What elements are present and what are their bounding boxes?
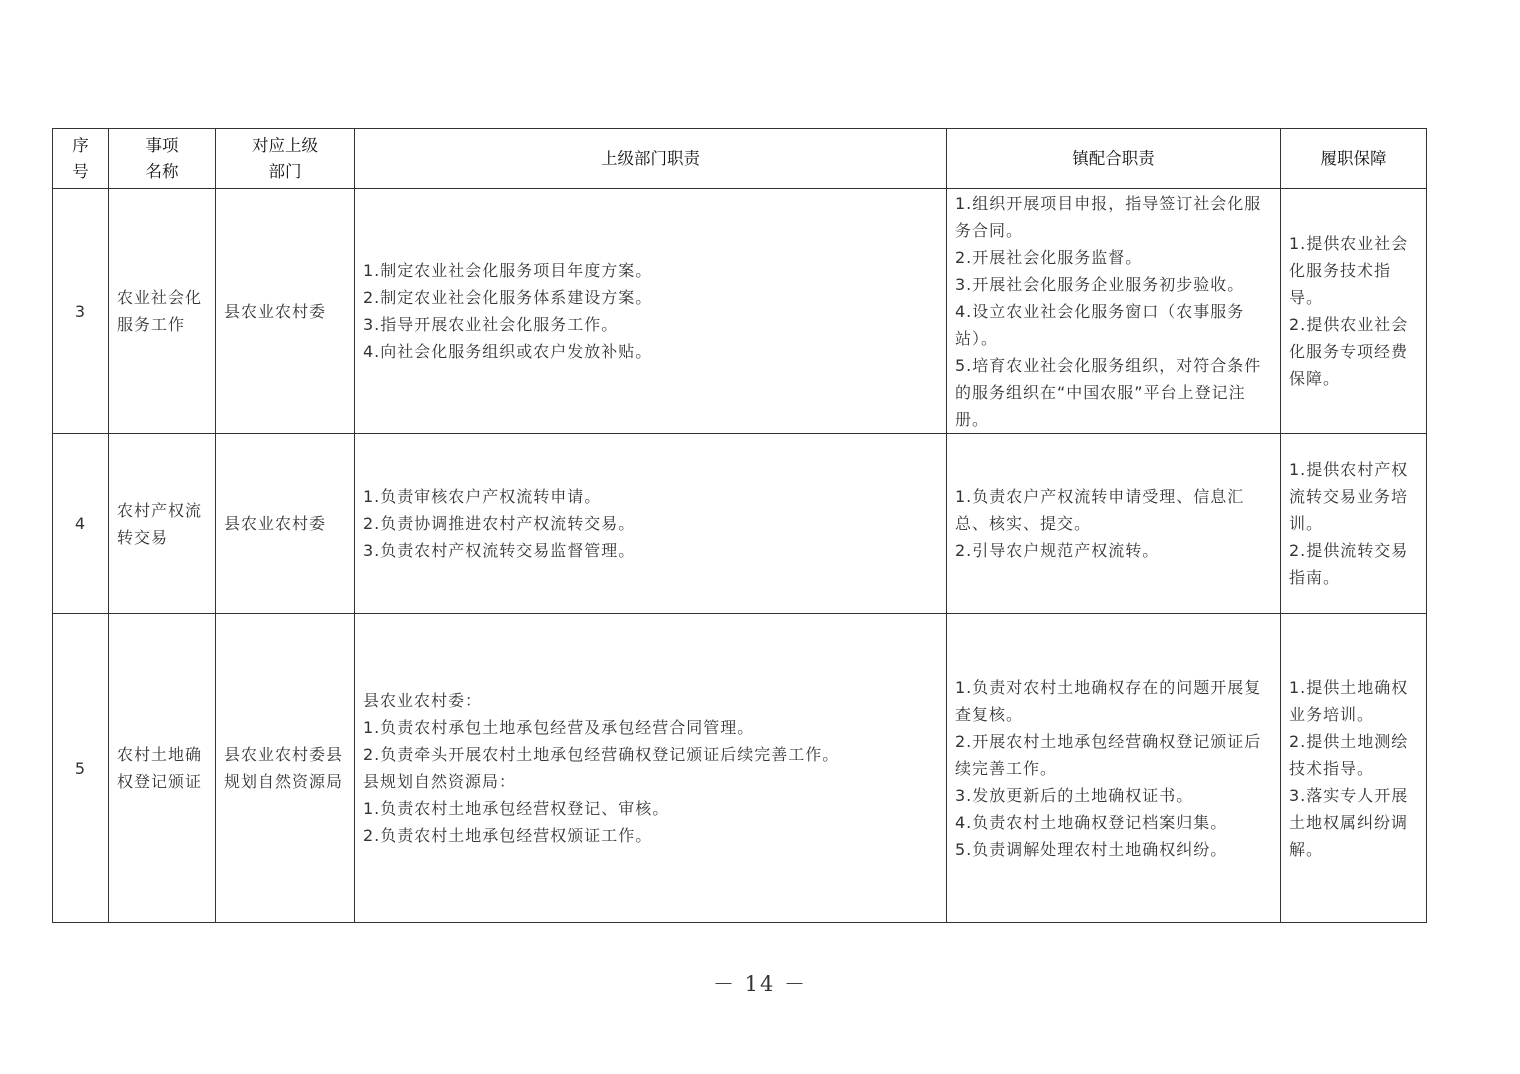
row-guarantee: 1.提供农业社会化服务技术指导。 2.提供农业社会化服务专项经费保障。	[1281, 189, 1427, 434]
row-item-name: 农业社会化服务工作	[109, 189, 216, 434]
row-serial: 5	[53, 614, 109, 923]
table-header-row	[53, 129, 1427, 189]
row-town-duties: 1.组织开展项目申报，指导签订社会化服务合同。 2.开展社会化服务监督。 3.开展社会化服务企业服务初步验收。 4.设立农业社会化服务窗口（农事服务站）。 5.培育农业社会化服务组织，对符合条件的服务组织在“中国农服”平台上登记注册。	[947, 189, 1281, 434]
row-item-name: 农村土地确权登记颁证	[109, 614, 216, 923]
row-superior-duties: 1.制定农业社会化服务项目年度方案。 2.制定农业社会化服务体系建设方案。 3.指导开展农业社会化服务工作。 4.向社会化服务组织或农户发放补贴。	[355, 189, 947, 434]
row-superior-dept: 县农业农村委县规划自然资源局	[216, 614, 355, 923]
row-guarantee: 1.提供土地确权业务培训。 2.提供土地测绘技术指导。 3.落实专人开展土地权属纠纷调解。	[1281, 614, 1427, 923]
table-row	[53, 434, 1427, 614]
header-item-name: 事项 名称	[109, 129, 216, 189]
row-superior-dept: 县农业农村委	[216, 189, 355, 434]
header-serial: 序 号	[53, 129, 109, 189]
row-serial: 3	[53, 189, 109, 434]
header-superior-dept: 对应上级 部门	[216, 129, 355, 189]
row-town-duties: 1.负责对农村土地确权存在的问题开展复查复核。 2.开展农村土地承包经营确权登记颁证后续完善工作。 3.发放更新后的土地确权证书。 4.负责农村土地确权登记档案归集。 5.负责调解处理农村土地确权纠纷。	[947, 614, 1281, 923]
row-guarantee: 1.提供农村产权流转交易业务培训。 2.提供流转交易指南。	[1281, 434, 1427, 614]
row-superior-duties: 1.负责审核农户产权流转申请。 2.负责协调推进农村产权流转交易。 3.负责农村产权流转交易监督管理。	[355, 434, 947, 614]
row-item-name: 农村产权流转交易	[109, 434, 216, 614]
header-guarantee: 履职保障	[1281, 129, 1427, 189]
duty-table	[52, 128, 1427, 923]
page-number: － 14 －	[712, 972, 808, 996]
table-row	[53, 614, 1427, 923]
row-superior-dept: 县农业农村委	[216, 434, 355, 614]
table-row	[53, 189, 1427, 434]
header-superior-duties: 上级部门职责	[355, 129, 947, 189]
row-superior-duties: 县农业农村委： 1.负责农村承包土地承包经营及承包经营合同管理。 2.负责牵头开展农村土地承包经营确权登记颁证后续完善工作。 县规划自然资源局： 1.负责农村土地承包经营权登记、审核。 2.负责农村土地承包经营权颁证工作。	[355, 614, 947, 923]
row-serial: 4	[53, 434, 109, 614]
header-town-duties: 镇配合职责	[947, 129, 1281, 189]
row-town-duties: 1.负责农户产权流转申请受理、信息汇总、核实、提交。 2.引导农户规范产权流转。	[947, 434, 1281, 614]
